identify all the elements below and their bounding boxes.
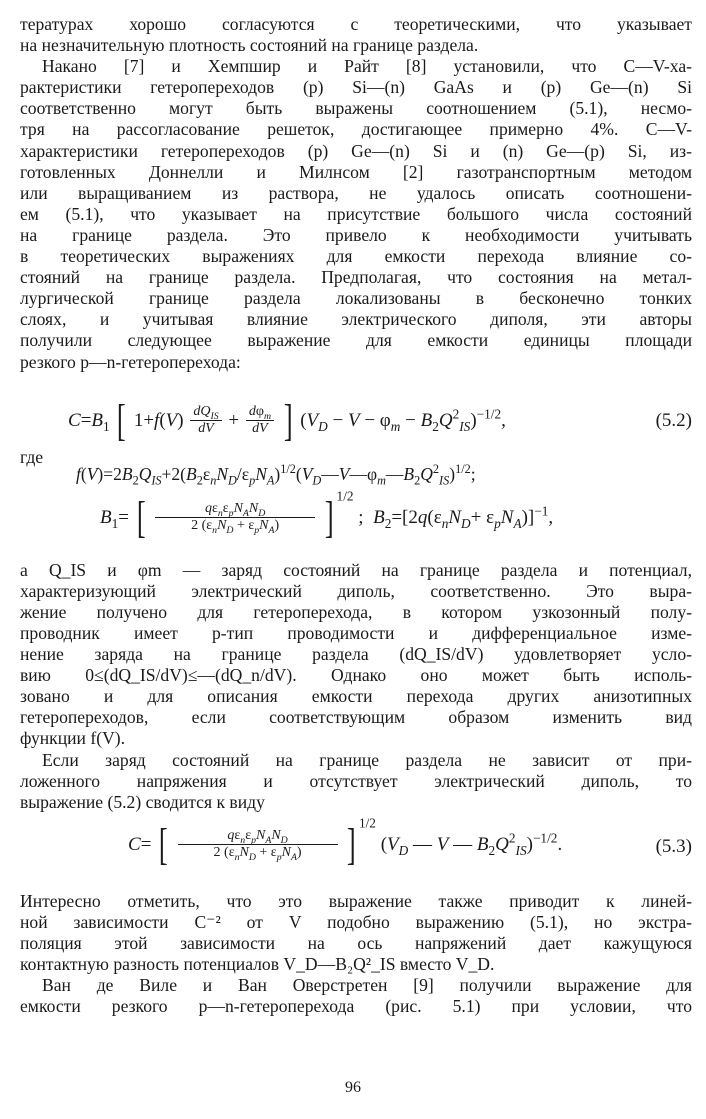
equation-number: (5.3): [655, 835, 692, 857]
text-line: характеристики гетеропереходов (p) Ge—(n) Si и (n) Ge—(p) Si, из-: [20, 140, 692, 161]
text-line: резкого p—n-гетероперехода:: [20, 351, 241, 372]
paragraph-3: [20, 891, 692, 1018]
text-line: где: [20, 446, 44, 467]
equation-5-2: $C=B_1$ [ 1+f(V) $\frac{dQ_{IS}}{dV}$ + $\frac{d\varphi_m}{dV}$ ] $(V_D - V - \varphi_m - B_2Q^2_{IS})^{-1/2}$, (5.2): [68, 395, 692, 445]
text-line: на незначительную плотность состояний на границе раздела.: [20, 35, 479, 56]
text-line: ложенного напряжения и отсутствует электрический диполь, то: [20, 770, 692, 791]
text-line: характеризующий электрический диполь, соответственно. Это выра-: [20, 580, 692, 601]
text-line: ем (5.1), что указывает на присутствие большого числа состояний: [20, 203, 692, 224]
text-line: соответственно могут быть выражены соотношением (5.1), несмо-: [20, 98, 692, 119]
text-line: Накано [7] и Хемпшир и Райт [8] установили, что C—V-ха-: [42, 56, 692, 77]
text-line: нение заряда на границе раздела (dQ_IS/dV) удовлетворяет усло-: [20, 644, 692, 665]
text-line: Если заряд состояний на границе раздела не зависит от при-: [42, 749, 692, 770]
text-line: лургической границе раздела локализованы в бесконечно тонких: [20, 288, 692, 309]
text-line: функции f(V).: [20, 728, 126, 749]
text-line: вию 0≤(dQ_IS/dV)≤—(dQ_n/dV). Однако оно может быть исполь-: [20, 665, 692, 686]
text-line: поляция этой зависимости на ось напряжений дает кажущуюся: [20, 933, 692, 953]
document-page: [20, 14, 692, 1017]
text-line: тря на рассогласование решеток, достигающее примерно 4%. C—V-: [20, 119, 692, 140]
text-line: жение получено для гетероперехода, в котором узкозонный полу-: [20, 601, 692, 622]
text-line: стояний на границе раздела. Предполагая, что состояния на метал-: [20, 267, 692, 288]
text-line: готовленных Доннелли и Милнсом [2] газотранспортным методом: [20, 161, 692, 182]
text-line: а Q_IS и φm — заряд состояний на границе раздела и потенциал,: [20, 559, 692, 580]
text-line: гетеропереходов, если соответствующим образом изменить вид: [20, 707, 692, 728]
text-line: в теоретических выражениях для емкости перехода влияние со-: [20, 246, 692, 267]
text-line: емкости резкого p—n-гетероперехода (рис. 5.1) при условии, что: [20, 996, 692, 1017]
paragraph-2: [20, 560, 692, 813]
paragraph-1: [20, 14, 692, 373]
text-line: Ван де Виле и Ван Оверстретен [9] получили выражение для: [42, 975, 692, 996]
text-line: Интересно отметить, что это выражение также приводит к линей-: [20, 890, 692, 911]
text-line: рактеристики гетеропереходов (p) Si—(n) GaAs и (p) Ge—(n) Si: [20, 77, 692, 98]
text-line: тературах хорошо согласуются с теоретическими, что указывает: [20, 14, 692, 34]
text-line: выражение (5.2) сводится к виду: [20, 791, 265, 812]
page-number: 96: [345, 1079, 361, 1096]
text-line: получили следующее выражение для емкости единицы площади: [20, 330, 692, 351]
text-line: проводник имеет p-тип проводимости и дифференциальное изме-: [20, 622, 692, 643]
equation-f-of-v: $f(V)=2B_2Q_{IS}+2(B_2\varepsilon_nN_D/\varepsilon_pN_A)^{1/2}(V_D—V—\varphi_m—B_2Q^2_{IS})^{1/2}$;: [76, 461, 476, 488]
text-line: слоях, и учитывая влияние электрического диполя, эти авторы: [20, 309, 692, 330]
text-line: контактную разность потенциалов V_D—B₂Q²_IS вместо V_D.: [20, 954, 495, 975]
equation-b1-b2: $B_1=$ [ $\frac{q\varepsilon_n\varepsilon_pN_AN_D}{2 (\varepsilon_nN_D + \varepsilon_pN_A)}$ ] $^{1/2}$ ; $B_2=[2q(\varepsilon_nN_D+ \varepsilon_pN_A)]^{-1}$,: [100, 488, 554, 542]
text-line: или выращиванием из раствора, не удалось описать соотношени-: [20, 182, 692, 203]
text-line: зовано и для описания емкости перехода других анизотипных: [20, 686, 692, 707]
text-line: ной зависимости C⁻² от V подобно выражению (5.1), но экстра-: [20, 911, 692, 932]
equation-5-3: C= [ $\frac{q\varepsilon_n\varepsilon_pN_AN_D}{2 (\varepsilon_nN_D + \varepsilon_pN_A)}$ ] $^{1/2}$ ($V_D$ — V — $B_2Q^2_{IS})^{-1/2}$. (5.3): [128, 815, 692, 869]
text-line: на границе раздела. Это привело к необходимости учитывать: [20, 224, 692, 245]
equation-number: (5.2): [655, 409, 692, 431]
